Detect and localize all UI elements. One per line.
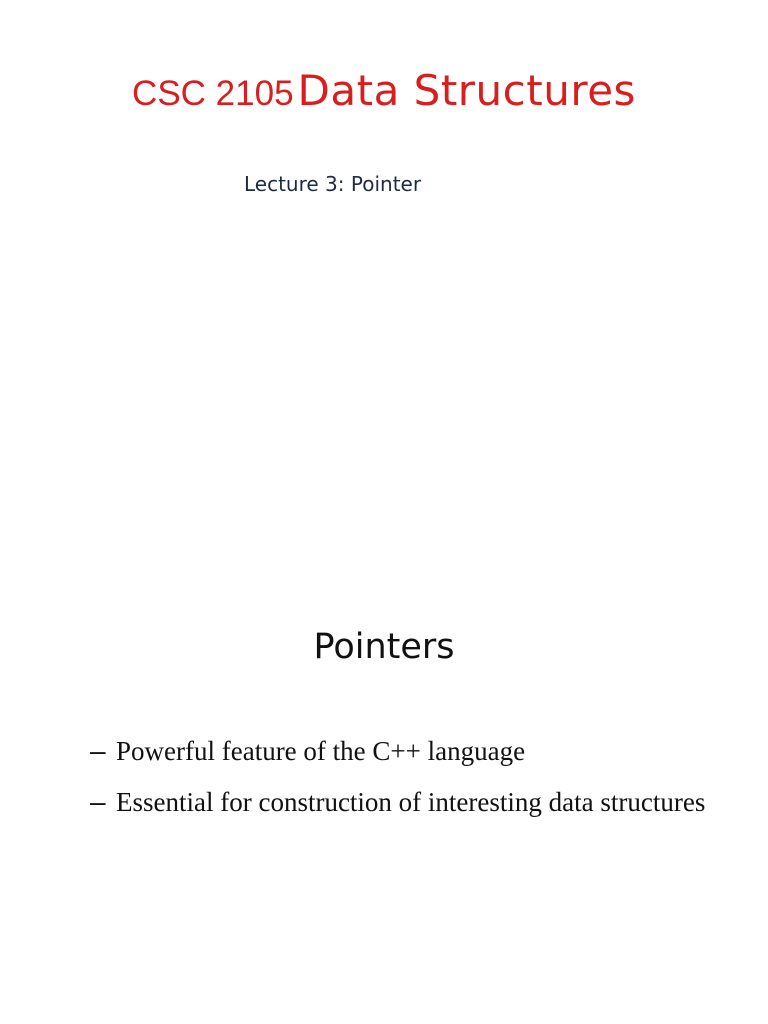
course-name: Data Structures bbox=[297, 66, 636, 115]
lecture-subtitle: Lecture 3: Pointer bbox=[244, 172, 422, 196]
slide-title bbox=[0, 66, 768, 115]
content-slide bbox=[0, 512, 768, 1024]
bullet-item bbox=[90, 785, 730, 819]
bullet-item bbox=[90, 734, 730, 768]
bullet-list bbox=[90, 734, 730, 836]
dash-icon: – bbox=[90, 786, 106, 817]
course-code: CSC 2105 bbox=[132, 74, 294, 113]
bullet-text: Essential for construction of interesting data structures bbox=[116, 787, 706, 817]
bullet-text: Powerful feature of the C++ language bbox=[116, 736, 526, 766]
dash-icon: – bbox=[90, 735, 106, 766]
slide-heading: Pointers bbox=[313, 627, 455, 667]
